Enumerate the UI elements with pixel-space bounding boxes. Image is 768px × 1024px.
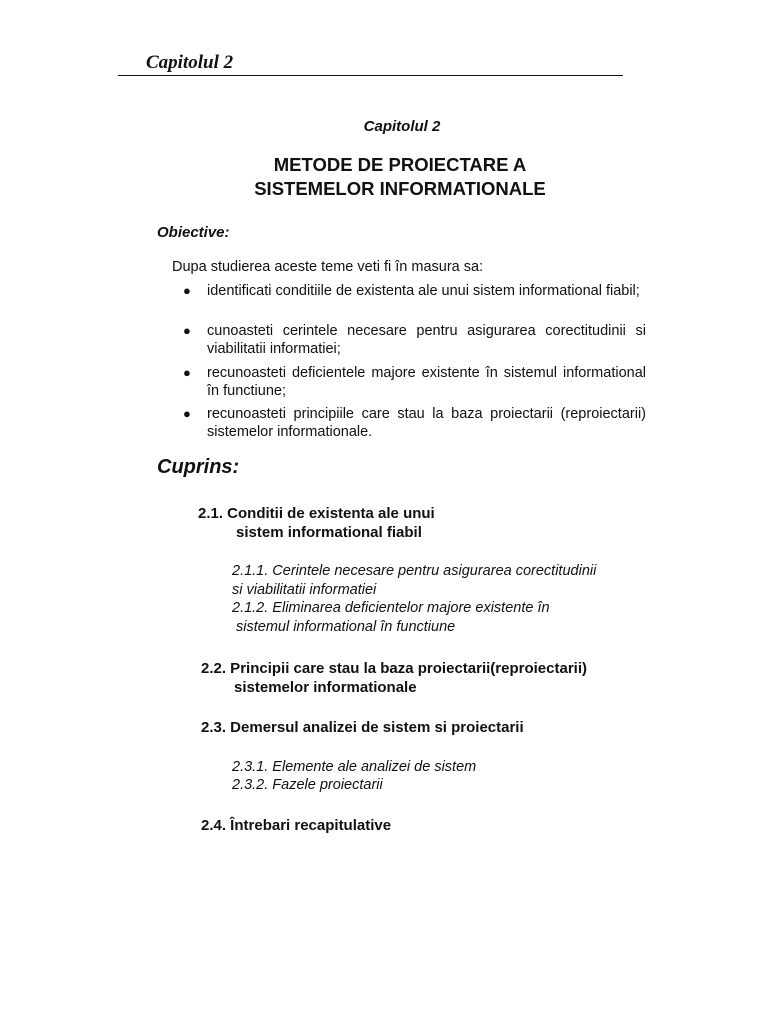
objective-item <box>183 282 646 300</box>
toc-entry-2-2 <box>201 659 587 697</box>
toc-entry-line: sistemelor informationale <box>234 679 417 696</box>
objective-text: identificati conditiile de existenta ale unui sistem informational fiabil; <box>207 283 640 299</box>
objectives-intro: Dupa studierea aceste teme veti fi în masura sa: <box>172 259 484 275</box>
objectives-heading: Obiective: <box>157 224 230 241</box>
toc-entry-line: si viabilitatii informatiei <box>232 582 377 598</box>
toc-entry-2-4: 2.4. Întrebari recapitulative <box>201 817 392 834</box>
bullet-icon: ● <box>183 406 191 421</box>
objective-text: cunoasteti cerintele necesare pentru asigurarea corectitudinii si viabilitatii informatiei; <box>207 323 646 357</box>
objective-text: recunoasteti principiile care stau la baza proiectarii (reproiectarii) sistemelor informationale. <box>207 406 646 440</box>
chapter-title-line-2: SISTEMELOR INFORMATIONALE <box>254 178 546 199</box>
header-rule <box>118 75 623 76</box>
toc-entry-line: sistem informational fiabil <box>236 524 422 541</box>
toc-entry-2-1-2 <box>232 599 550 637</box>
objective-item <box>183 364 646 400</box>
chapter-label: Capitolul 2 <box>363 118 441 135</box>
chapter-title-line-1: METODE DE PROIECTARE A <box>273 154 527 175</box>
running-header: Capitolul 2 <box>146 52 234 73</box>
toc-entry-line: 2.1. Conditii de existenta ale unui <box>198 505 435 522</box>
toc-entry-2-3-2: 2.3.2. Fazele proiectarii <box>232 777 383 793</box>
chapter-title <box>0 153 768 201</box>
bullet-icon: ● <box>183 365 191 380</box>
toc-entry-2-3: 2.3. Demersul analizei de sistem si proiectarii <box>201 719 524 736</box>
toc-entry-2-1-1 <box>232 562 596 600</box>
bullet-icon: ● <box>183 283 191 298</box>
toc-entry-2-3-1: 2.3.1. Elemente ale analizei de sistem <box>232 759 477 775</box>
toc-entry-line: 2.1.2. Eliminarea deficientelor majore existente în <box>232 600 550 616</box>
toc-entry-2-1 <box>198 504 435 542</box>
toc-entry-line: 2.2. Principii care stau la baza proiectarii(reproiectarii) <box>201 660 587 677</box>
objective-item <box>183 322 646 358</box>
objective-text: recunoasteti deficientele majore existente în sistemul informational în functiune; <box>207 365 646 399</box>
contents-heading: Cuprins: <box>157 456 240 478</box>
objective-item <box>183 405 646 441</box>
toc-entry-line: sistemul informational în functiune <box>236 619 456 635</box>
bullet-icon: ● <box>183 323 191 338</box>
toc-entry-line: 2.1.1. Cerintele necesare pentru asigurarea corectitudinii <box>232 563 597 579</box>
